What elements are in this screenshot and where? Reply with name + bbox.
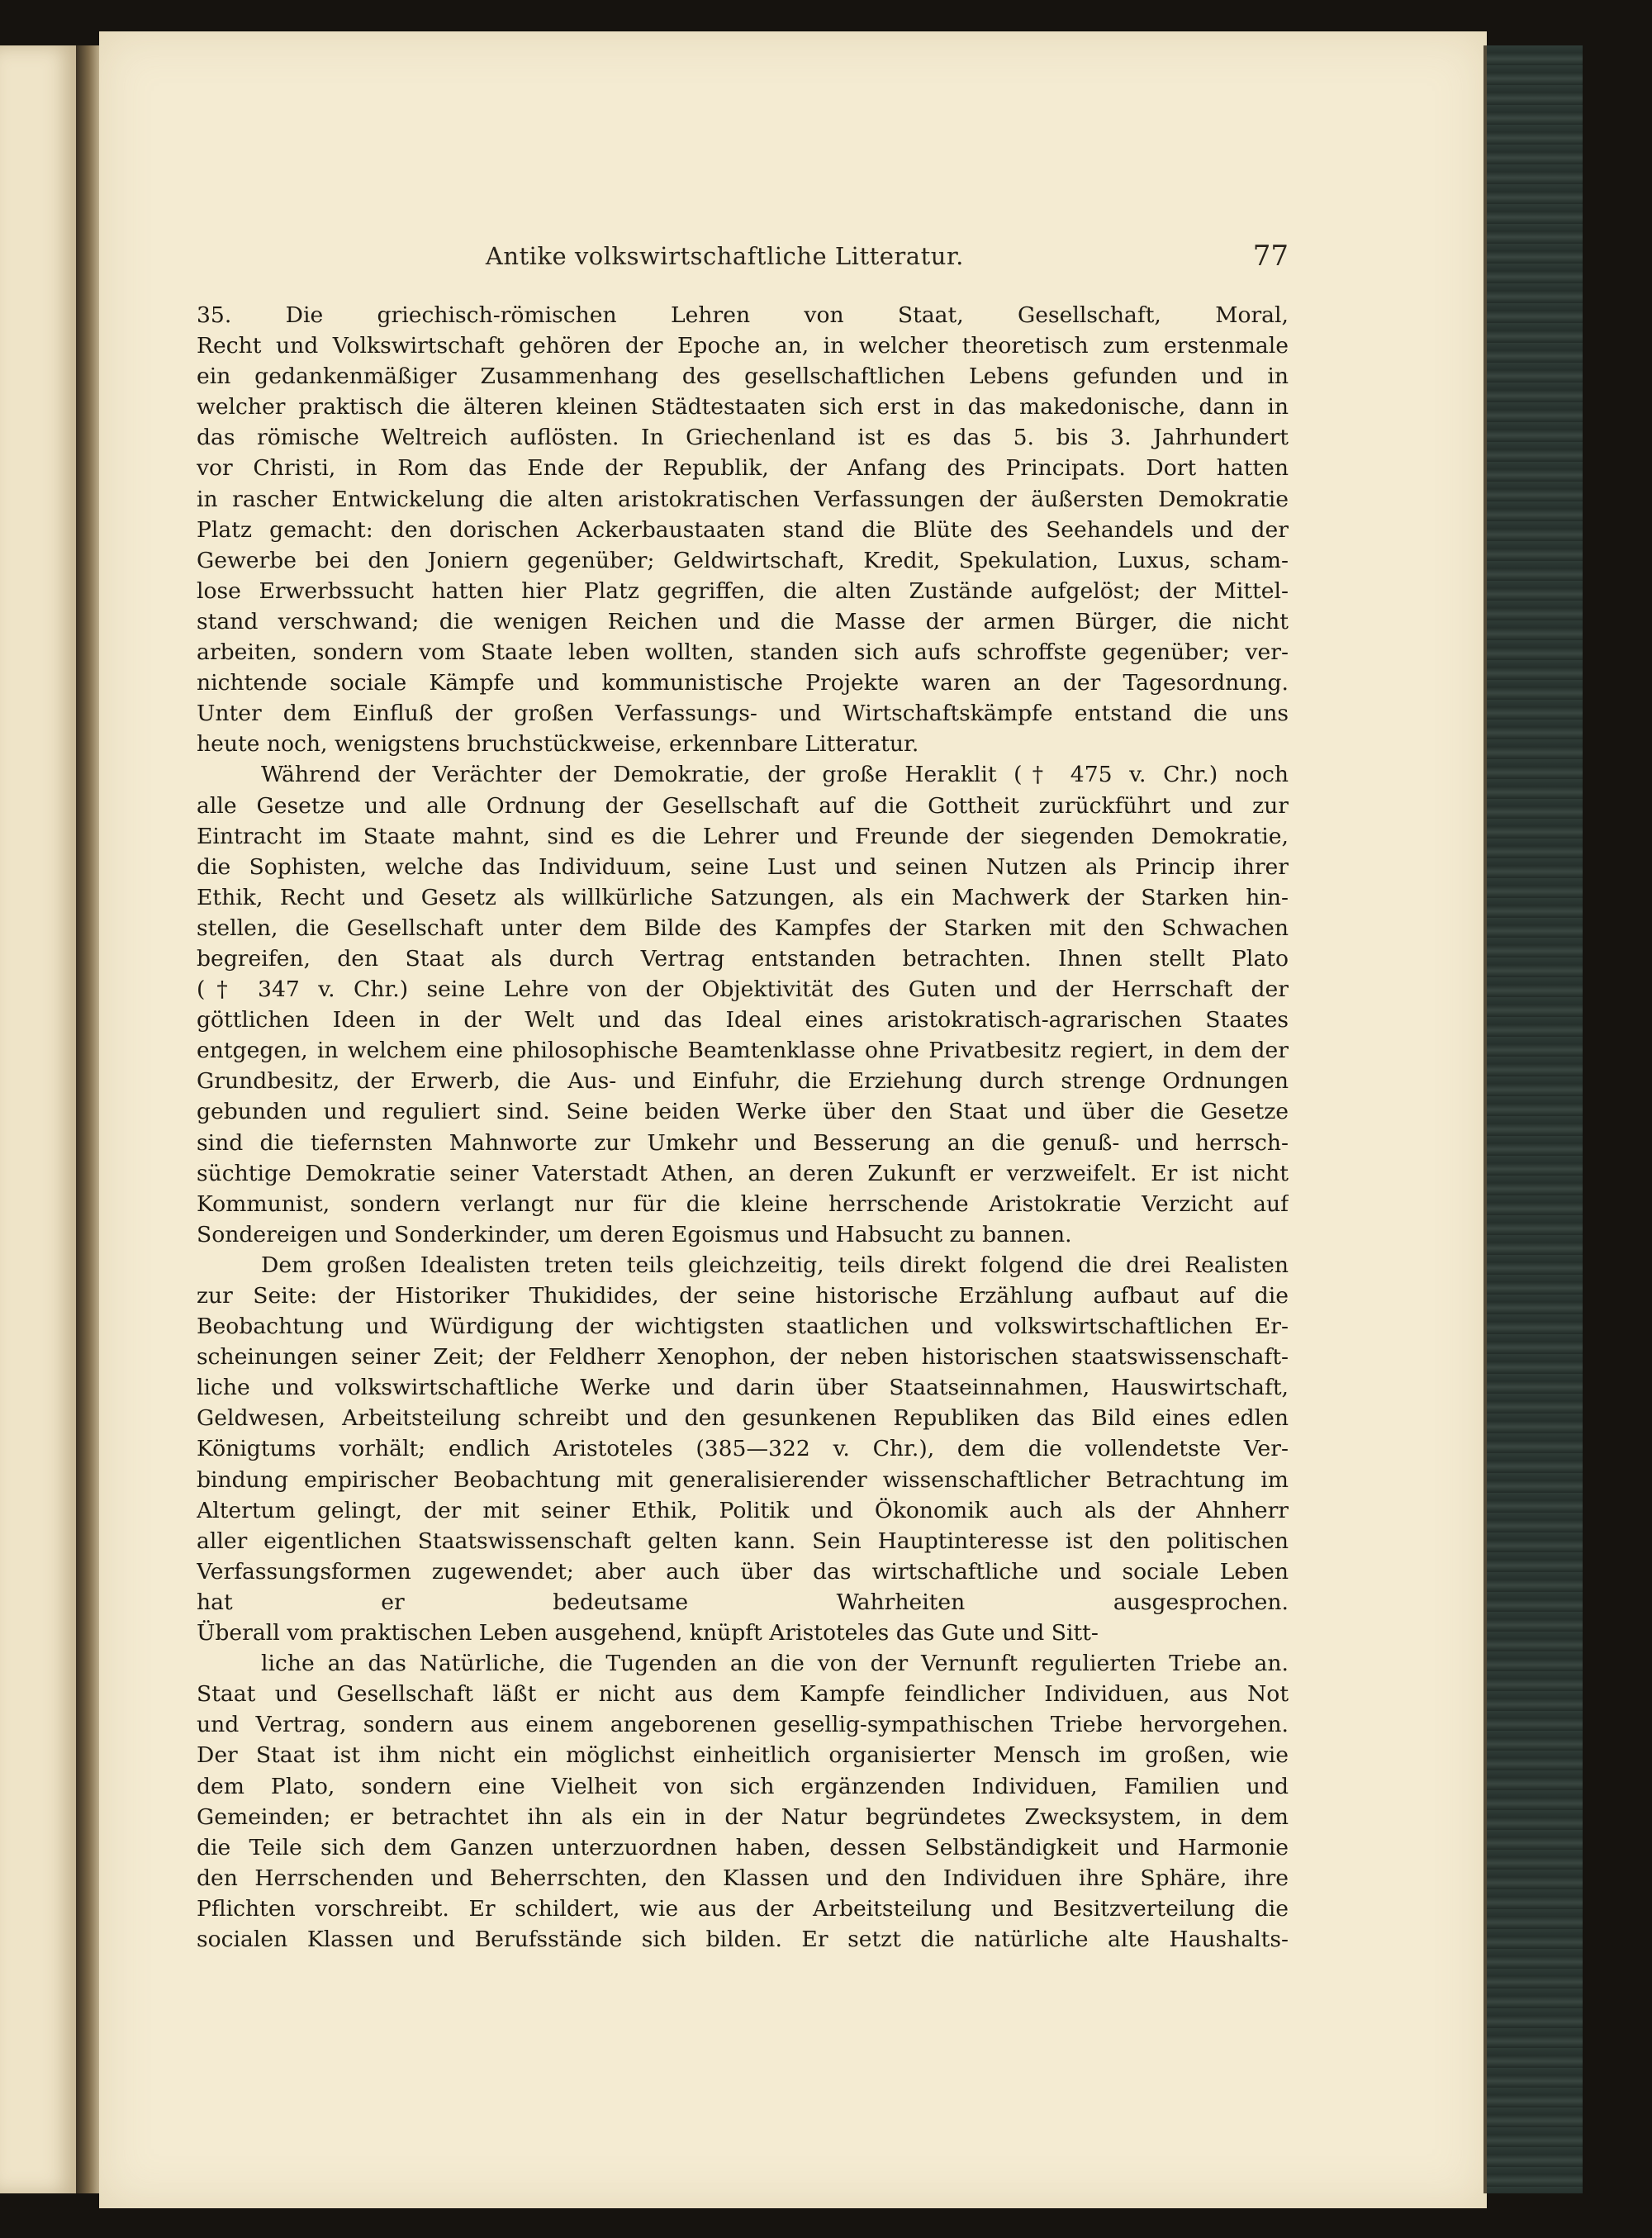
text-line: gebunden und reguliert sind. Seine beiden Werke über den Staat und über die Gesetze (197, 1099, 1289, 1125)
text-line: liche an das Natürliche, die Tugenden an die von der Vernunft regulierten Triebe an. (261, 1651, 1289, 1677)
text-line: aller eigentlichen Staatswissenschaft gelten kann. Sein Hauptinteresse ist den politischen (197, 1528, 1289, 1554)
text-line: Sondereigen und Sonderkinder, um deren Egoismus und Habsucht zu bannen. (197, 1221, 1072, 1247)
text-line (197, 1955, 1289, 1985)
text-line: liche und volkswirtschaftliche Werke und darin über Staatseinnahmen, Hauswirtschaft, (197, 1375, 1289, 1401)
text-line: und Vertrag, sondern aus einem angeborenen gesellig-sympathischen Triebe hervorgehen. (197, 1712, 1289, 1738)
text-line: bindung empirischer Beobachtung mit generalisierender wissenschaftlicher Betrachtung im (197, 1466, 1289, 1493)
text-line: stellen, die Gesellschaft unter dem Bilde des Kampfes der Starken mit den Schwachen (197, 915, 1289, 941)
text-line: das römische Weltreich auflösten. In Griechenland ist es das 5. bis 3. Jahrhundert (197, 425, 1289, 451)
running-title: Antike volkswirtschaftliche Litteratur. (485, 242, 964, 270)
facing-page-edge (0, 45, 78, 2193)
text-line: den Herrschenden und Beherrschten, den Klassen und den Individuen ihre Sphäre, ihre (197, 1865, 1289, 1891)
text-line: arbeiten, sondern vom Staate leben wollten, standen sich aufs schroffste gegenüber; ver- (197, 639, 1289, 666)
text-line: entgegen, in welchem eine philosophische Beamtenklasse ohne Privatbesitz regiert, in dem der (197, 1038, 1289, 1064)
text-line: Geldwesen, Arbeitsteilung schreibt und den gesunkenen Republiken das Bild eines edlen (197, 1405, 1289, 1432)
cover-binding (1483, 45, 1583, 2193)
text-line: hat er bedeutsame Wahrheiten ausgesprochen. (197, 1589, 1289, 1615)
text-line: die Sophisten, welche das Individuum, seine Lust und seinen Nutzen als Princip ihrer (197, 853, 1289, 880)
text-line: lose Erwerbssucht hatten hier Platz gegriffen, die alten Zustände aufgelöst; der Mittel- (197, 577, 1289, 604)
text-line: stand verschwand; die wenigen Reichen und die Masse der armen Bürger, die nicht (197, 608, 1289, 634)
text-line: Verfassungsformen zugewendet; aber auch über das wirtschaftliche und sociale Leben (197, 1558, 1289, 1585)
text-line: Recht und Volkswirtschaft gehören der Epoche an, in welcher theoretisch zum erstenmale (197, 333, 1289, 359)
text-line: Während der Verächter der Demokratie, der große Heraklit († 475 v. Chr.) noch (261, 762, 1289, 788)
text-line: († 347 v. Chr.) seine Lehre von der Objektivität des Guten und der Herrschaft der (197, 976, 1289, 1003)
text-line: zur Seite: der Historiker Thukidides, der seine historische Erzählung aufbaut auf die (197, 1283, 1289, 1309)
text-line: Eintracht im Staate mahnt, sind es die Lehrer und Freunde der siegenden Demokratie, (197, 823, 1289, 849)
text-line: Überall vom praktischen Leben ausgehend, knüpft Aristoteles das Gute und Sitt- (197, 1620, 1099, 1646)
text-line: scheinungen seiner Zeit; der Feldherr Xenophon, der neben historischen staatswissenschaft- (197, 1344, 1289, 1371)
page-number: 77 (1252, 240, 1289, 273)
text-line: socialen Klassen und Berufsstände sich bilden. Er setzt die natürliche alte Haushalts- (197, 1926, 1289, 1952)
text-line: Grundbesitz, der Erwerb, die Aus- und Einfuhr, die Erziehung durch strenge Ordnungen (197, 1068, 1289, 1095)
text-line: Gewerbe bei den Joniern gegenüber; Geldwirtschaft, Kredit, Spekulation, Luxus, scham- (197, 547, 1289, 573)
text-line: Altertum gelingt, der mit seiner Ethik, Politik und Ökonomik auch als der Ahnherr (197, 1497, 1289, 1523)
text-line: nichtende sociale Kämpfe und kommunistische Projekte waren an der Tagesordnung. (197, 670, 1289, 696)
text-line: Kommunist, sondern verlangt nur für die kleine herrschende Aristokratie Verzicht auf (197, 1190, 1289, 1217)
text-line: Der Staat ist ihm nicht ein möglichst einheitlich organisierter Mensch im großen, wie (197, 1742, 1289, 1769)
text-line: Pflichten vorschreibt. Er schildert, wie aus der Arbeitsteilung und Besitzverteilung die (197, 1895, 1289, 1922)
text-line: begreifen, den Staat als durch Vertrag entstanden betrachten. Ihnen stellt Plato (197, 945, 1289, 972)
text-line: Königtums vorhält; endlich Aristoteles (385—322 v. Chr.), dem die vollendetste Ver- (197, 1436, 1289, 1462)
text-line: alle Gesetze und alle Ordnung der Gesellschaft auf die Gottheit zurückführt und zur (197, 792, 1289, 819)
text-line: dem Plato, sondern eine Vielheit von sich ergänzenden Individuen, Familien und (197, 1773, 1289, 1799)
text-line: 35. Die griechisch-römischen Lehren von Staat, Gesellschaft, Moral, (197, 302, 1289, 328)
text-line: in rascher Entwickelung die alten aristokratischen Verfassungen der äußersten Demokratie (197, 486, 1289, 512)
text-line: Platz gemacht: den dorischen Ackerbaustaaten stand die Blüte des Seehandels und der (197, 516, 1289, 543)
text-line: Unter dem Einfluß der großen Verfassungs- und Wirtschaftskämpfe entstand die uns (197, 701, 1289, 727)
text-line: heute noch, wenigstens bruchstückweise, erkennbare Litteratur. (197, 731, 919, 758)
running-header (197, 235, 1289, 277)
text-line: Staat und Gesellschaft läßt er nicht aus dem Kampfe feindlicher Individuen, aus Not (197, 1681, 1289, 1708)
text-line: Dem großen Idealisten treten teils gleichzeitig, teils direkt folgend die drei Realisten (261, 1252, 1289, 1278)
text-line: welcher praktisch die älteren kleinen Städtestaaten sich erst in das makedonische, dann in (197, 394, 1289, 421)
body-text (197, 300, 1289, 1985)
text-line: göttlichen Ideen in der Welt und das Ideal eines aristokratisch-agrarischen Staates (197, 1007, 1289, 1033)
text-line: Beobachtung und Würdigung der wichtigsten staatlichen und volkswirtschaftlichen Er- (197, 1314, 1289, 1340)
text-line: sind die tiefernsten Mahnworte zur Umkehr und Besserung an die genuß- und herrsch- (197, 1129, 1289, 1156)
text-line: ein gedankenmäßiger Zusammenhang des gesellschaftlichen Lebens gefunden und in (197, 363, 1289, 390)
text-line: vor Christi, in Rom das Ende der Republik, der Anfang des Principats. Dort hatten (197, 455, 1289, 482)
text-line: süchtige Demokratie seiner Vaterstadt Athen, an deren Zukunft er verzweifelt. Er ist nicht (197, 1160, 1289, 1186)
text-line: Ethik, Recht und Gesetz als willkürliche Satzungen, als ein Machwerk der Starken hin- (197, 884, 1289, 910)
text-line: Gemeinden; er betrachtet ihn als ein in der Natur begründetes Zwecksystem, in dem (197, 1803, 1289, 1830)
text-line: die Teile sich dem Ganzen unterzuordnen haben, dessen Selbständigkeit und Harmonie (197, 1834, 1289, 1860)
